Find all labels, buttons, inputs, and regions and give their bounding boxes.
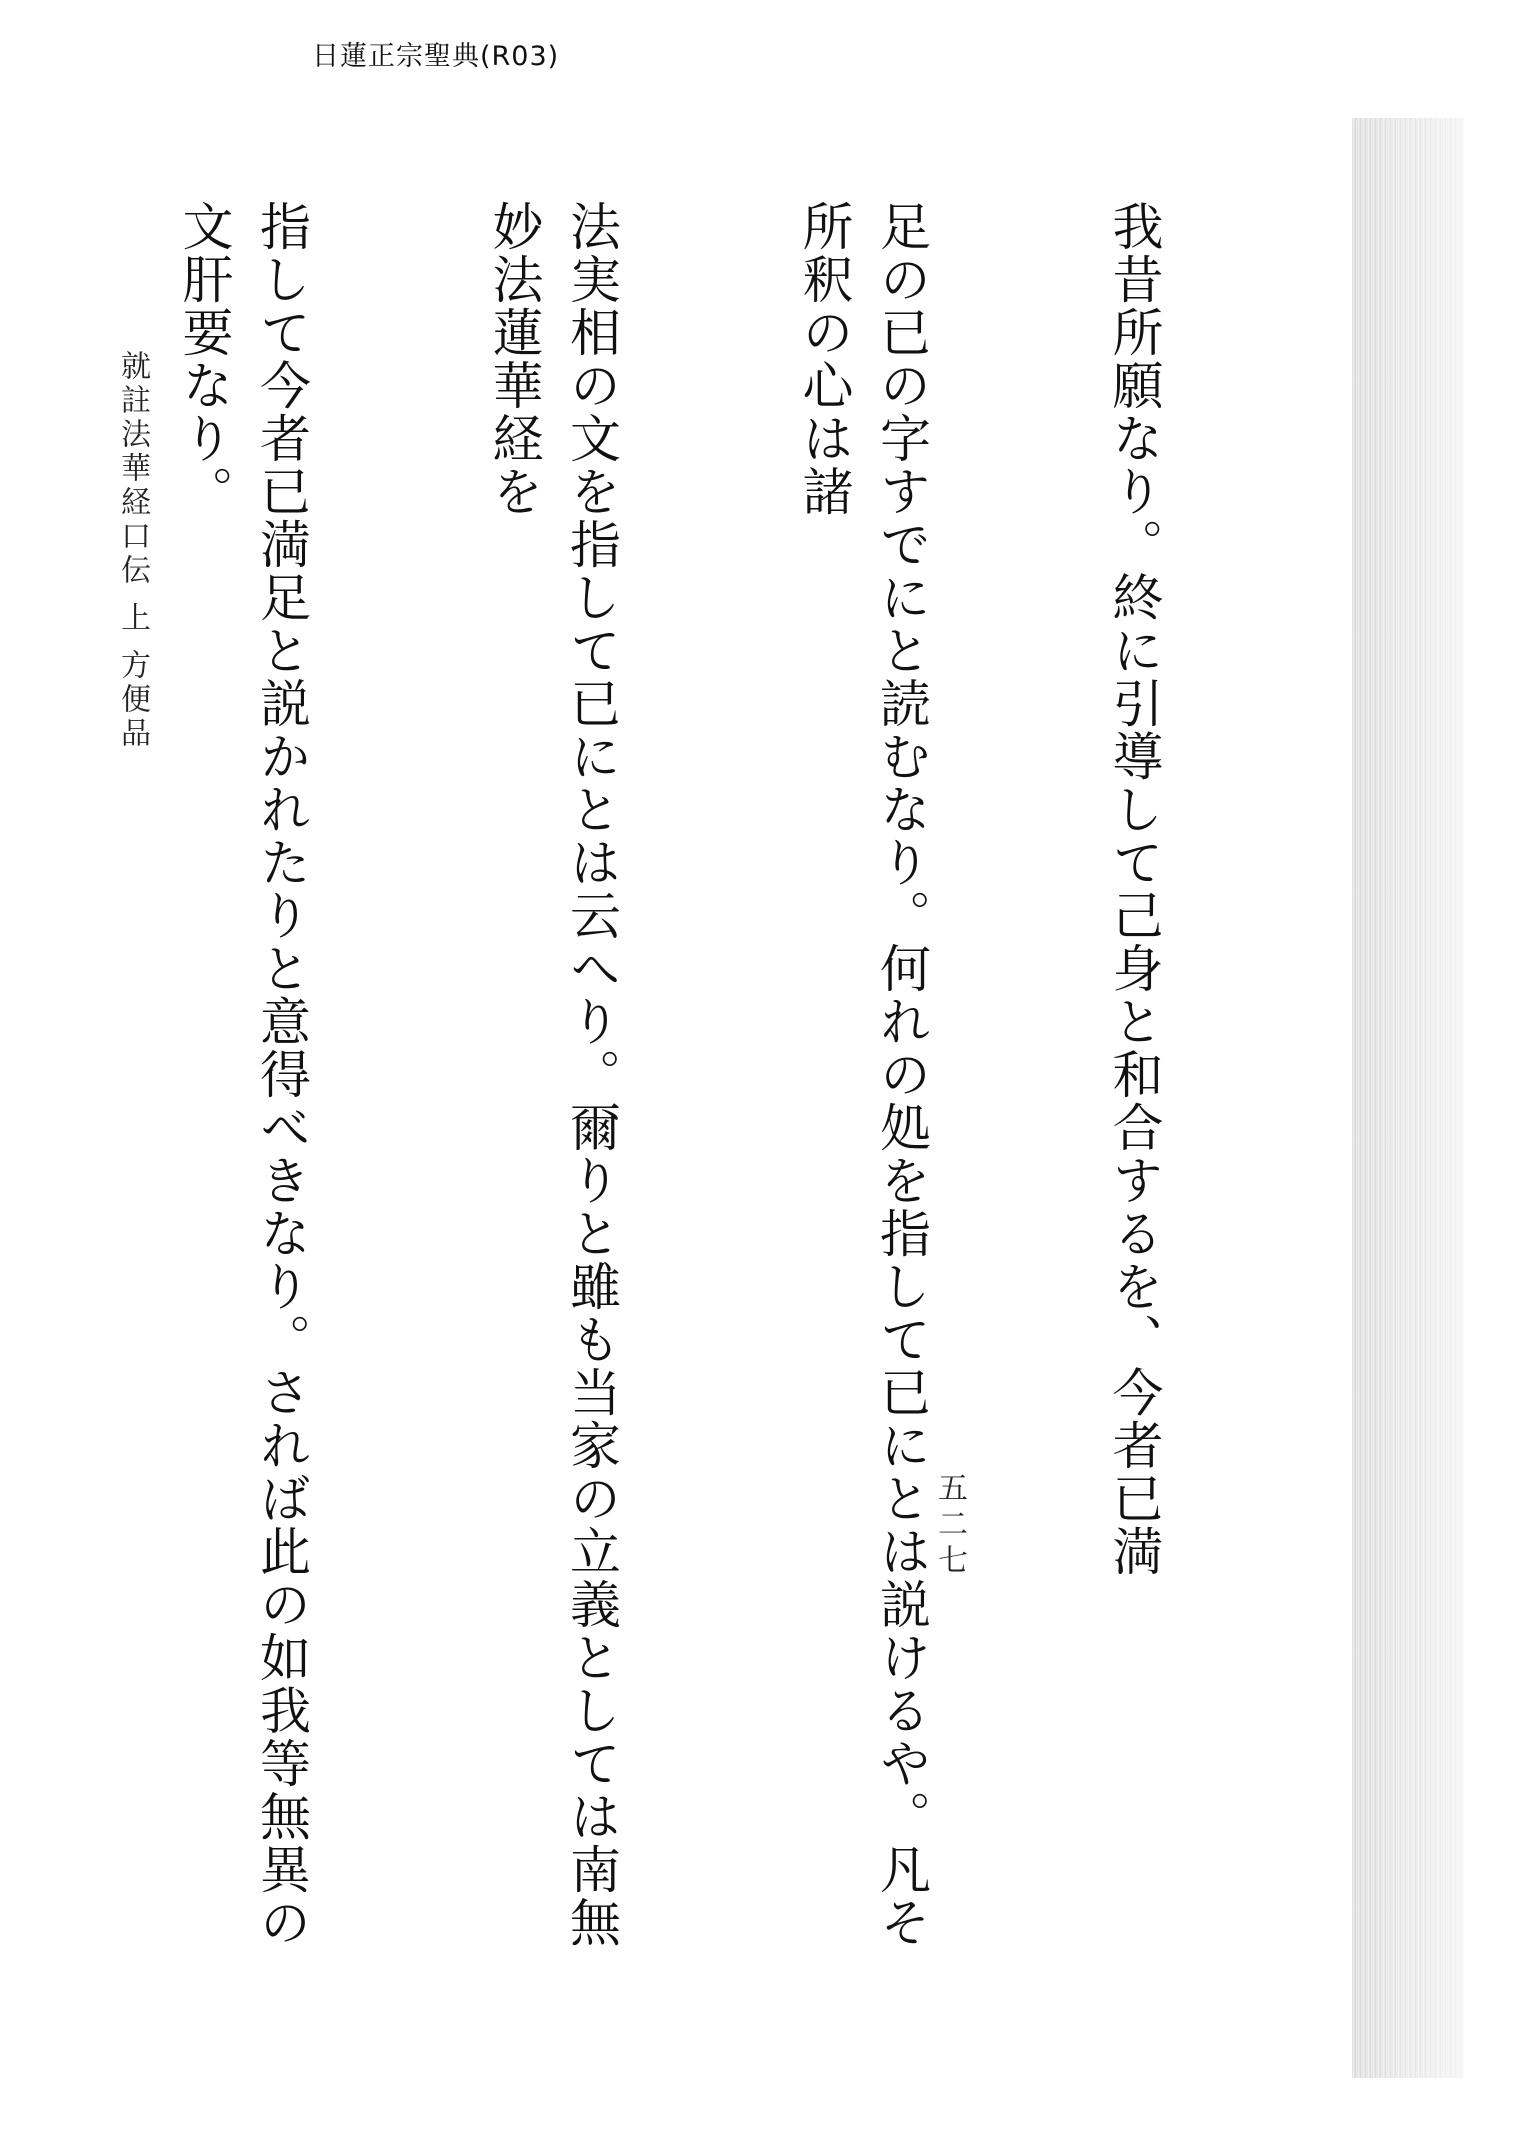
text-column: 足の已の字すでにと読むなり。何れの処を指して已にとは説けるや。凡そ所釈の心は諸 [793,200,930,1949]
text-column: 指して今者已満足と説かれたりと意得べきなり。されば此の如我等無異の文肝要なり。 [173,200,310,1949]
page-header-title: 日蓮正宗聖典(R03) [312,41,560,72]
scan-edge-shading [1352,118,1464,2078]
text-column: 我昔所願なり。終に引導して己身と和合するを、今者已満 [1103,200,1162,1578]
main-text [0,200,1326,1960]
page-number: 五二七 [932,1472,967,1580]
text-column [0,200,9,1960]
text-column: 法実相の文を指して已にとは云へり。爾りと雖も当家の立義としては南無妙法蓮華経を [483,200,620,1949]
running-footer-title: 就註法華経口伝 上 方便品 [115,350,150,752]
